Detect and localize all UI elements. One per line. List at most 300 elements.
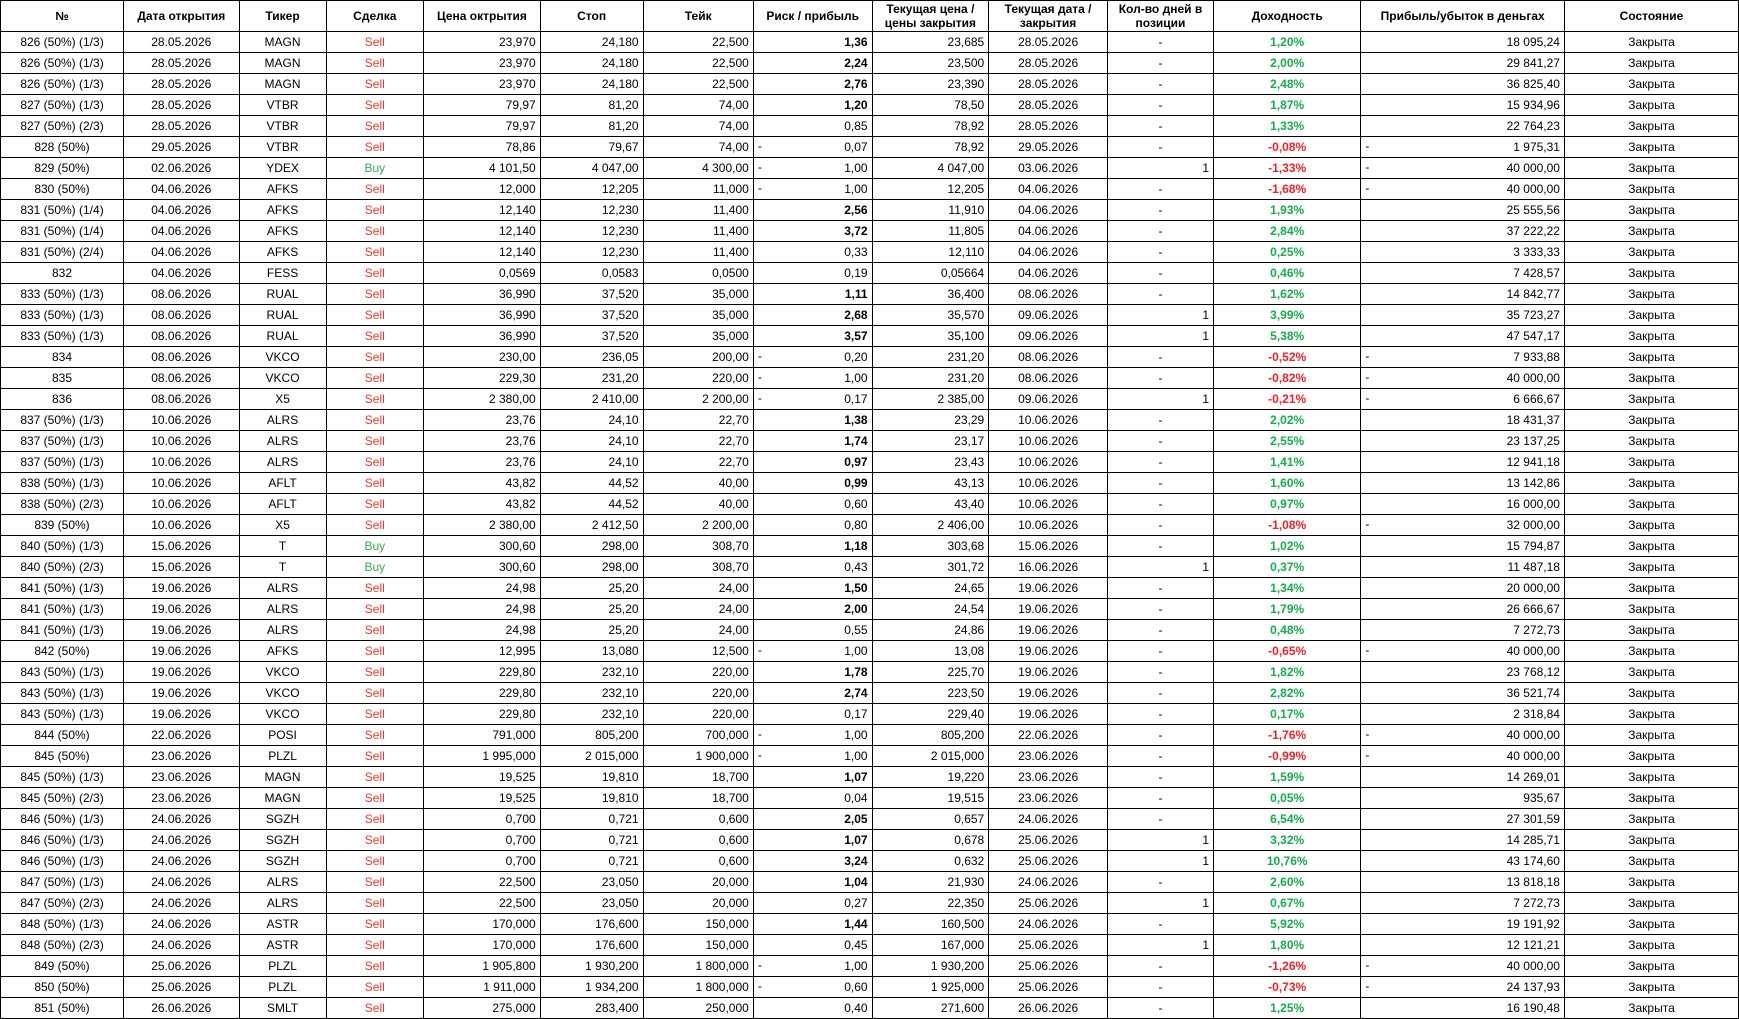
cell-take[interactable]: [643, 473, 753, 494]
cell-open-date[interactable]: [124, 893, 240, 914]
cell-current-price[interactable]: [872, 851, 989, 872]
cell-risk-reward[interactable]: [753, 305, 872, 326]
cell-take[interactable]: [643, 935, 753, 956]
cell-open-date[interactable]: [124, 137, 240, 158]
cell-current-price[interactable]: [872, 347, 989, 368]
table-row[interactable]: [1, 914, 1739, 935]
cell-stop[interactable]: [540, 935, 643, 956]
cell-current-price[interactable]: [872, 74, 989, 95]
cell-pnl[interactable]: [1361, 32, 1565, 53]
cell-stop[interactable]: [540, 242, 643, 263]
table-row[interactable]: [1, 557, 1739, 578]
cell-number[interactable]: [1, 767, 124, 788]
cell-current-price[interactable]: [872, 179, 989, 200]
cell-open-date[interactable]: [124, 746, 240, 767]
cell-current-date[interactable]: [989, 830, 1108, 851]
cell-ticker[interactable]: [239, 830, 326, 851]
cell-current-date[interactable]: [989, 305, 1108, 326]
cell-open-price[interactable]: [424, 998, 541, 1019]
cell-take[interactable]: [643, 452, 753, 473]
cell-open-date[interactable]: [124, 53, 240, 74]
cell-take[interactable]: [643, 494, 753, 515]
cell-status[interactable]: [1564, 179, 1738, 200]
cell-pnl[interactable]: [1361, 998, 1565, 1019]
cell-number[interactable]: [1, 368, 124, 389]
cell-return[interactable]: [1214, 746, 1361, 767]
cell-status[interactable]: [1564, 200, 1738, 221]
cell-open-date[interactable]: [124, 179, 240, 200]
cell-pnl[interactable]: [1361, 935, 1565, 956]
cell-open-date[interactable]: [124, 158, 240, 179]
cell-take[interactable]: [643, 557, 753, 578]
cell-number[interactable]: [1, 179, 124, 200]
cell-ticker[interactable]: [239, 74, 326, 95]
table-row[interactable]: [1, 116, 1739, 137]
cell-current-date[interactable]: [989, 578, 1108, 599]
cell-status[interactable]: [1564, 494, 1738, 515]
cell-days[interactable]: [1107, 347, 1213, 368]
cell-pnl[interactable]: [1361, 725, 1565, 746]
cell-current-price[interactable]: [872, 725, 989, 746]
cell-risk-reward[interactable]: [753, 284, 872, 305]
cell-current-date[interactable]: [989, 683, 1108, 704]
table-row[interactable]: [1, 347, 1739, 368]
cell-days[interactable]: [1107, 893, 1213, 914]
cell-stop[interactable]: [540, 830, 643, 851]
cell-risk-reward[interactable]: [753, 200, 872, 221]
cell-take[interactable]: [643, 746, 753, 767]
cell-risk-reward[interactable]: [753, 74, 872, 95]
cell-ticker[interactable]: [239, 620, 326, 641]
cell-days[interactable]: [1107, 137, 1213, 158]
table-row[interactable]: [1, 389, 1739, 410]
cell-open-price[interactable]: [424, 725, 541, 746]
cell-number[interactable]: [1, 893, 124, 914]
cell-pnl[interactable]: [1361, 620, 1565, 641]
cell-pnl[interactable]: [1361, 578, 1565, 599]
cell-open-price[interactable]: [424, 305, 541, 326]
cell-pnl[interactable]: [1361, 263, 1565, 284]
cell-stop[interactable]: [540, 200, 643, 221]
cell-open-date[interactable]: [124, 536, 240, 557]
cell-deal[interactable]: [326, 746, 424, 767]
cell-current-date[interactable]: [989, 641, 1108, 662]
cell-risk-reward[interactable]: [753, 95, 872, 116]
cell-number[interactable]: [1, 725, 124, 746]
cell-status[interactable]: [1564, 935, 1738, 956]
cell-stop[interactable]: [540, 557, 643, 578]
cell-deal[interactable]: [326, 368, 424, 389]
cell-current-date[interactable]: [989, 515, 1108, 536]
cell-number[interactable]: [1, 662, 124, 683]
table-row[interactable]: [1, 935, 1739, 956]
cell-status[interactable]: [1564, 368, 1738, 389]
cell-return[interactable]: [1214, 410, 1361, 431]
cell-take[interactable]: [643, 431, 753, 452]
cell-current-date[interactable]: [989, 872, 1108, 893]
cell-days[interactable]: [1107, 998, 1213, 1019]
header-open-date[interactable]: Дата открытия: [124, 1, 240, 32]
cell-stop[interactable]: [540, 536, 643, 557]
cell-current-price[interactable]: [872, 767, 989, 788]
header-take[interactable]: Тейк: [643, 1, 753, 32]
cell-take[interactable]: [643, 704, 753, 725]
cell-current-price[interactable]: [872, 641, 989, 662]
cell-take[interactable]: [643, 284, 753, 305]
cell-open-date[interactable]: [124, 956, 240, 977]
cell-number[interactable]: [1, 389, 124, 410]
cell-days[interactable]: [1107, 515, 1213, 536]
cell-ticker[interactable]: [239, 935, 326, 956]
cell-deal[interactable]: [326, 452, 424, 473]
cell-status[interactable]: [1564, 389, 1738, 410]
cell-deal[interactable]: [326, 242, 424, 263]
cell-current-price[interactable]: [872, 431, 989, 452]
cell-ticker[interactable]: [239, 494, 326, 515]
cell-open-date[interactable]: [124, 95, 240, 116]
cell-current-price[interactable]: [872, 284, 989, 305]
cell-open-date[interactable]: [124, 515, 240, 536]
cell-pnl[interactable]: [1361, 158, 1565, 179]
cell-deal[interactable]: [326, 473, 424, 494]
cell-deal[interactable]: [326, 74, 424, 95]
cell-current-date[interactable]: [989, 998, 1108, 1019]
table-row[interactable]: [1, 893, 1739, 914]
cell-open-date[interactable]: [124, 872, 240, 893]
cell-take[interactable]: [643, 74, 753, 95]
cell-open-price[interactable]: [424, 389, 541, 410]
cell-risk-reward[interactable]: [753, 179, 872, 200]
cell-days[interactable]: [1107, 284, 1213, 305]
cell-take[interactable]: [643, 116, 753, 137]
cell-days[interactable]: [1107, 368, 1213, 389]
cell-deal[interactable]: [326, 725, 424, 746]
cell-open-price[interactable]: [424, 53, 541, 74]
table-row[interactable]: [1, 452, 1739, 473]
cell-open-date[interactable]: [124, 74, 240, 95]
cell-ticker[interactable]: [239, 368, 326, 389]
cell-ticker[interactable]: [239, 200, 326, 221]
cell-days[interactable]: [1107, 746, 1213, 767]
cell-ticker[interactable]: [239, 284, 326, 305]
cell-ticker[interactable]: [239, 326, 326, 347]
cell-open-price[interactable]: [424, 158, 541, 179]
header-number[interactable]: №: [1, 1, 124, 32]
cell-days[interactable]: [1107, 599, 1213, 620]
cell-pnl[interactable]: [1361, 410, 1565, 431]
cell-number[interactable]: [1, 452, 124, 473]
cell-open-price[interactable]: [424, 578, 541, 599]
cell-deal[interactable]: [326, 851, 424, 872]
table-row[interactable]: [1, 998, 1739, 1019]
cell-deal[interactable]: [326, 557, 424, 578]
cell-days[interactable]: [1107, 179, 1213, 200]
cell-open-date[interactable]: [124, 851, 240, 872]
cell-ticker[interactable]: [239, 767, 326, 788]
cell-status[interactable]: [1564, 704, 1738, 725]
cell-deal[interactable]: [326, 536, 424, 557]
cell-return[interactable]: [1214, 578, 1361, 599]
cell-open-price[interactable]: [424, 536, 541, 557]
cell-pnl[interactable]: [1361, 95, 1565, 116]
cell-current-price[interactable]: [872, 620, 989, 641]
cell-status[interactable]: [1564, 830, 1738, 851]
cell-days[interactable]: [1107, 221, 1213, 242]
cell-stop[interactable]: [540, 788, 643, 809]
table-row[interactable]: [1, 662, 1739, 683]
cell-open-price[interactable]: [424, 74, 541, 95]
cell-risk-reward[interactable]: [753, 998, 872, 1019]
cell-number[interactable]: [1, 431, 124, 452]
cell-stop[interactable]: [540, 326, 643, 347]
cell-open-price[interactable]: [424, 893, 541, 914]
cell-take[interactable]: [643, 515, 753, 536]
cell-days[interactable]: [1107, 326, 1213, 347]
cell-pnl[interactable]: [1361, 893, 1565, 914]
cell-risk-reward[interactable]: [753, 935, 872, 956]
cell-open-price[interactable]: [424, 221, 541, 242]
cell-current-price[interactable]: [872, 494, 989, 515]
cell-stop[interactable]: [540, 347, 643, 368]
table-row[interactable]: [1, 32, 1739, 53]
cell-take[interactable]: [643, 641, 753, 662]
cell-stop[interactable]: [540, 368, 643, 389]
cell-open-date[interactable]: [124, 116, 240, 137]
cell-open-price[interactable]: [424, 368, 541, 389]
cell-current-date[interactable]: [989, 53, 1108, 74]
cell-take[interactable]: [643, 242, 753, 263]
cell-open-date[interactable]: [124, 935, 240, 956]
cell-number[interactable]: [1, 305, 124, 326]
cell-days[interactable]: [1107, 914, 1213, 935]
cell-current-price[interactable]: [872, 221, 989, 242]
cell-pnl[interactable]: [1361, 515, 1565, 536]
cell-ticker[interactable]: [239, 137, 326, 158]
cell-stop[interactable]: [540, 284, 643, 305]
cell-open-date[interactable]: [124, 410, 240, 431]
cell-days[interactable]: [1107, 158, 1213, 179]
cell-deal[interactable]: [326, 431, 424, 452]
cell-open-price[interactable]: [424, 620, 541, 641]
cell-current-price[interactable]: [872, 410, 989, 431]
cell-take[interactable]: [643, 578, 753, 599]
cell-number[interactable]: [1, 116, 124, 137]
cell-pnl[interactable]: [1361, 74, 1565, 95]
cell-open-date[interactable]: [124, 32, 240, 53]
cell-take[interactable]: [643, 53, 753, 74]
table-row[interactable]: [1, 851, 1739, 872]
cell-deal[interactable]: [326, 326, 424, 347]
cell-return[interactable]: [1214, 200, 1361, 221]
cell-pnl[interactable]: [1361, 368, 1565, 389]
cell-pnl[interactable]: [1361, 557, 1565, 578]
cell-current-price[interactable]: [872, 473, 989, 494]
header-risk-reward[interactable]: Риск / прибыль: [753, 1, 872, 32]
cell-deal[interactable]: [326, 95, 424, 116]
cell-ticker[interactable]: [239, 662, 326, 683]
cell-risk-reward[interactable]: [753, 977, 872, 998]
table-row[interactable]: [1, 830, 1739, 851]
table-row[interactable]: [1, 305, 1739, 326]
cell-open-date[interactable]: [124, 452, 240, 473]
cell-stop[interactable]: [540, 116, 643, 137]
table-row[interactable]: [1, 410, 1739, 431]
cell-open-date[interactable]: [124, 263, 240, 284]
cell-return[interactable]: [1214, 704, 1361, 725]
cell-take[interactable]: [643, 305, 753, 326]
table-row[interactable]: [1, 977, 1739, 998]
cell-ticker[interactable]: [239, 746, 326, 767]
cell-days[interactable]: [1107, 872, 1213, 893]
cell-number[interactable]: [1, 914, 124, 935]
table-row[interactable]: [1, 809, 1739, 830]
header-current-price[interactable]: Текущая цена / цены закрытия: [872, 1, 989, 32]
cell-pnl[interactable]: [1361, 746, 1565, 767]
cell-return[interactable]: [1214, 137, 1361, 158]
cell-number[interactable]: [1, 935, 124, 956]
cell-pnl[interactable]: [1361, 977, 1565, 998]
cell-number[interactable]: [1, 704, 124, 725]
cell-current-date[interactable]: [989, 74, 1108, 95]
cell-current-price[interactable]: [872, 956, 989, 977]
cell-pnl[interactable]: [1361, 242, 1565, 263]
cell-open-date[interactable]: [124, 767, 240, 788]
cell-return[interactable]: [1214, 347, 1361, 368]
cell-number[interactable]: [1, 956, 124, 977]
cell-status[interactable]: [1564, 557, 1738, 578]
cell-pnl[interactable]: [1361, 53, 1565, 74]
cell-ticker[interactable]: [239, 914, 326, 935]
cell-stop[interactable]: [540, 725, 643, 746]
cell-number[interactable]: [1, 641, 124, 662]
cell-status[interactable]: [1564, 221, 1738, 242]
cell-ticker[interactable]: [239, 599, 326, 620]
cell-status[interactable]: [1564, 515, 1738, 536]
table-row[interactable]: [1, 536, 1739, 557]
cell-days[interactable]: [1107, 809, 1213, 830]
cell-open-date[interactable]: [124, 830, 240, 851]
cell-pnl[interactable]: [1361, 347, 1565, 368]
table-row[interactable]: [1, 599, 1739, 620]
cell-number[interactable]: [1, 158, 124, 179]
cell-days[interactable]: [1107, 74, 1213, 95]
cell-return[interactable]: [1214, 998, 1361, 1019]
cell-open-date[interactable]: [124, 578, 240, 599]
cell-current-price[interactable]: [872, 977, 989, 998]
cell-open-price[interactable]: [424, 599, 541, 620]
cell-risk-reward[interactable]: [753, 557, 872, 578]
cell-current-date[interactable]: [989, 620, 1108, 641]
table-row[interactable]: [1, 53, 1739, 74]
cell-deal[interactable]: [326, 221, 424, 242]
cell-open-price[interactable]: [424, 704, 541, 725]
cell-take[interactable]: [643, 368, 753, 389]
cell-days[interactable]: [1107, 935, 1213, 956]
cell-return[interactable]: [1214, 977, 1361, 998]
cell-number[interactable]: [1, 872, 124, 893]
cell-open-price[interactable]: [424, 242, 541, 263]
cell-open-date[interactable]: [124, 473, 240, 494]
cell-current-date[interactable]: [989, 242, 1108, 263]
cell-ticker[interactable]: [239, 557, 326, 578]
table-row[interactable]: [1, 683, 1739, 704]
cell-status[interactable]: [1564, 116, 1738, 137]
cell-number[interactable]: [1, 851, 124, 872]
cell-return[interactable]: [1214, 809, 1361, 830]
cell-number[interactable]: [1, 809, 124, 830]
cell-days[interactable]: [1107, 578, 1213, 599]
cell-ticker[interactable]: [239, 641, 326, 662]
cell-ticker[interactable]: [239, 431, 326, 452]
cell-number[interactable]: [1, 515, 124, 536]
cell-current-price[interactable]: [872, 515, 989, 536]
cell-stop[interactable]: [540, 683, 643, 704]
cell-take[interactable]: [643, 158, 753, 179]
cell-deal[interactable]: [326, 704, 424, 725]
cell-ticker[interactable]: [239, 683, 326, 704]
cell-take[interactable]: [643, 725, 753, 746]
cell-ticker[interactable]: [239, 956, 326, 977]
cell-pnl[interactable]: [1361, 767, 1565, 788]
cell-status[interactable]: [1564, 347, 1738, 368]
cell-open-price[interactable]: [424, 95, 541, 116]
cell-current-date[interactable]: [989, 704, 1108, 725]
table-row[interactable]: [1, 641, 1739, 662]
cell-current-price[interactable]: [872, 662, 989, 683]
cell-risk-reward[interactable]: [753, 809, 872, 830]
cell-current-date[interactable]: [989, 914, 1108, 935]
cell-open-price[interactable]: [424, 473, 541, 494]
cell-status[interactable]: [1564, 725, 1738, 746]
cell-risk-reward[interactable]: [753, 53, 872, 74]
cell-deal[interactable]: [326, 599, 424, 620]
cell-current-date[interactable]: [989, 200, 1108, 221]
cell-risk-reward[interactable]: [753, 473, 872, 494]
cell-deal[interactable]: [326, 137, 424, 158]
cell-current-date[interactable]: [989, 977, 1108, 998]
cell-stop[interactable]: [540, 809, 643, 830]
cell-ticker[interactable]: [239, 221, 326, 242]
cell-open-date[interactable]: [124, 326, 240, 347]
cell-current-date[interactable]: [989, 368, 1108, 389]
cell-open-price[interactable]: [424, 641, 541, 662]
cell-number[interactable]: [1, 599, 124, 620]
cell-return[interactable]: [1214, 95, 1361, 116]
cell-current-date[interactable]: [989, 767, 1108, 788]
table-row[interactable]: [1, 158, 1739, 179]
cell-stop[interactable]: [540, 473, 643, 494]
cell-current-date[interactable]: [989, 893, 1108, 914]
cell-open-date[interactable]: [124, 620, 240, 641]
cell-days[interactable]: [1107, 389, 1213, 410]
cell-days[interactable]: [1107, 956, 1213, 977]
cell-number[interactable]: [1, 263, 124, 284]
cell-pnl[interactable]: [1361, 326, 1565, 347]
cell-open-price[interactable]: [424, 326, 541, 347]
cell-number[interactable]: [1, 578, 124, 599]
cell-current-price[interactable]: [872, 137, 989, 158]
cell-take[interactable]: [643, 326, 753, 347]
cell-take[interactable]: [643, 32, 753, 53]
cell-current-price[interactable]: [872, 557, 989, 578]
cell-status[interactable]: [1564, 851, 1738, 872]
cell-current-date[interactable]: [989, 221, 1108, 242]
cell-current-date[interactable]: [989, 809, 1108, 830]
cell-take[interactable]: [643, 389, 753, 410]
cell-pnl[interactable]: [1361, 662, 1565, 683]
cell-stop[interactable]: [540, 263, 643, 284]
cell-open-date[interactable]: [124, 368, 240, 389]
